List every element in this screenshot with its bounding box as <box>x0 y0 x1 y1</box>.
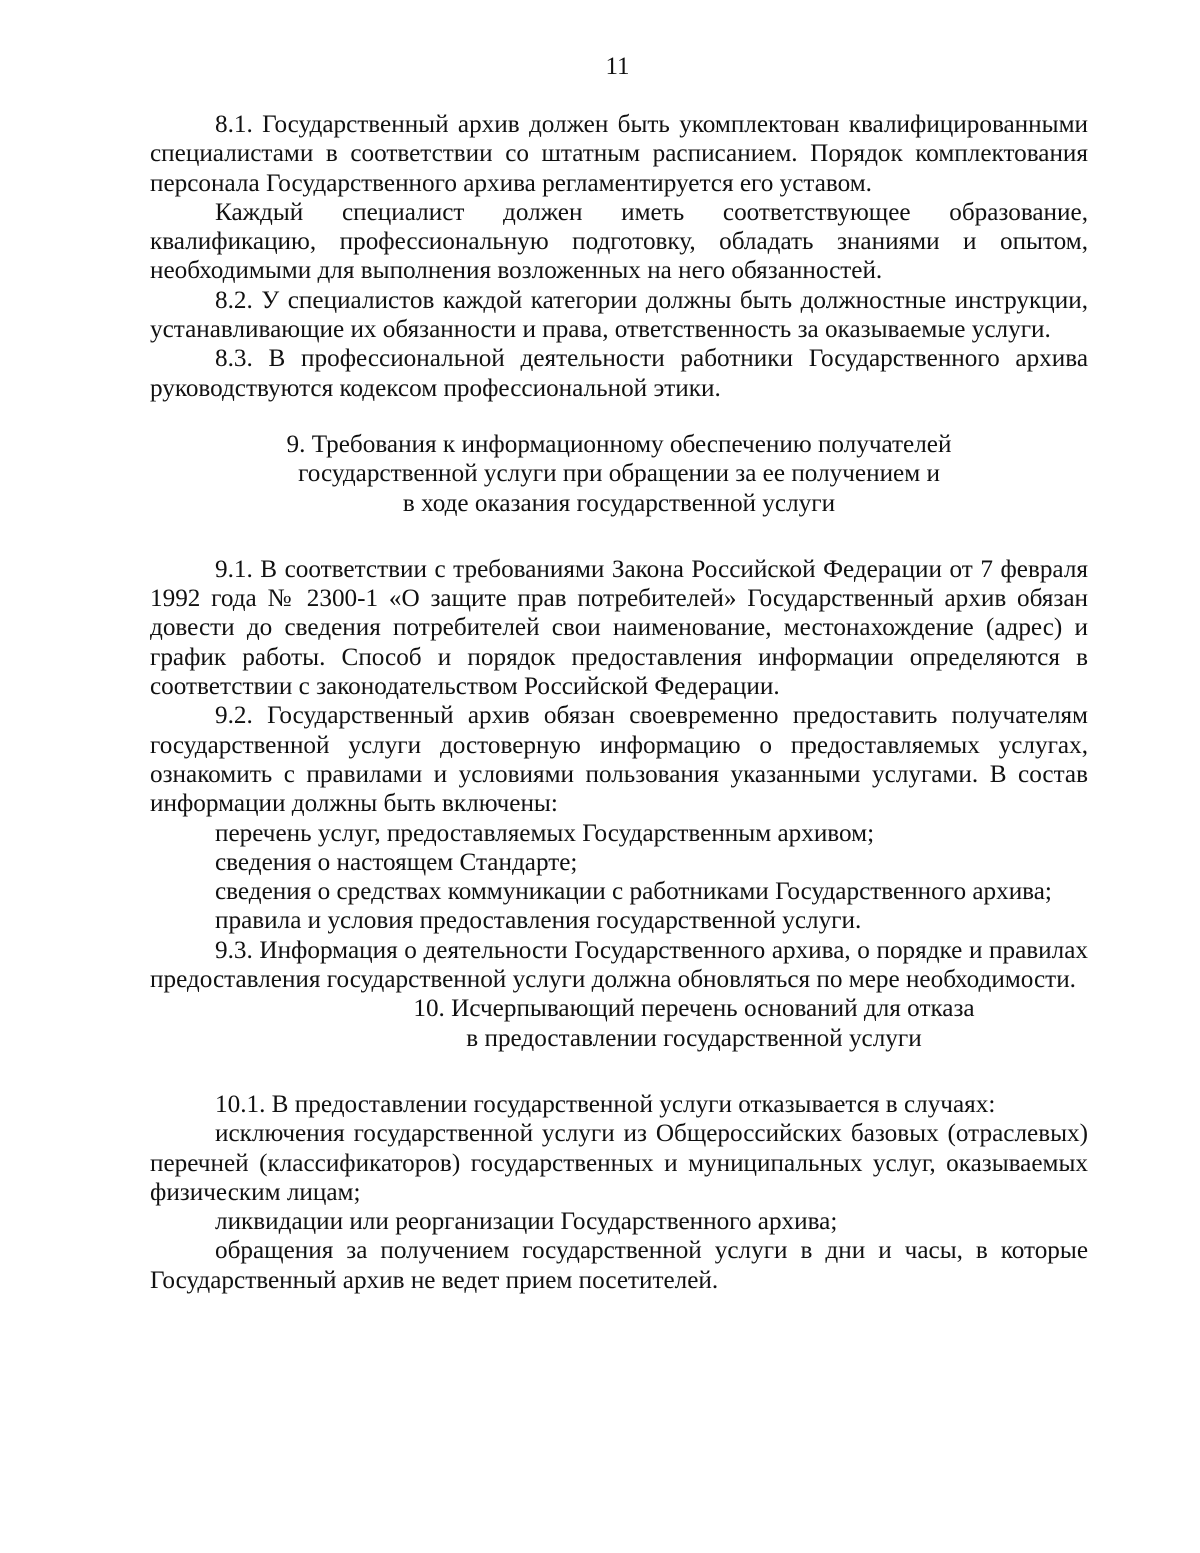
paragraph-9-1: 9.1. В соответствии с требованиями Закона Российской Федерации от 7 февраля 1992 года № 2300-1 «О защите прав потребителей» Государственный архив обязан довести до сведения потребителей свои наименование, местонахождение (адрес) и график работы. Способ и порядок предоставления информации определяются в соответствии с законодательством Российской Федерации. <box>150 555 1088 701</box>
section-9-heading-line: в ходе оказания государственной услуги <box>402 489 836 517</box>
list-item: сведения о настоящем Стандарте; <box>215 848 578 876</box>
page-number: 11 <box>605 53 630 80</box>
section-9-heading-line: государственной услуги при обращении за ее получением и <box>298 460 940 488</box>
section-9-heading <box>150 430 1088 518</box>
paragraph-9-3: 9.3. Информация о деятельности Государственного архива, о порядке и правилах предоставления государственной услуги должна обновляться по мере необходимости. <box>150 936 1088 994</box>
paragraph-10-1: 10.1. В предоставлении государственной услуги отказывается в случаях: <box>215 1090 996 1118</box>
section-10-heading-line: в предоставлении государственной услуги <box>466 1024 922 1052</box>
paragraph-8-2: 8.2. У специалистов каждой категории должны быть должностные инструкции, устанавливающие их обязанности и права, ответственность за оказываемые услуги. <box>150 286 1088 344</box>
paragraph-9-2: 9.2. Государственный архив обязан своевременно предоставить получателям государственной услуги достоверную информацию о предоставляемых услугах, ознакомить с правилами и условиями пользования указанными услугами. В состав информации должны быть включены: <box>150 702 1088 818</box>
section-10-heading-line: 10. Исчерпывающий перечень оснований для отказа <box>413 995 975 1023</box>
paragraph-8-3: 8.3. В профессиональной деятельности работники Государственного архива руководствуются кодексом профессиональной этики. <box>150 345 1088 402</box>
refusal-case: исключения государственной услуги из Общероссийских базовых (отраслевых) перечней (классификаторов) государственных и муниципальных услуг, оказываемых физическим лицам; <box>150 1120 1088 1206</box>
document-body <box>150 110 1088 1295</box>
list-item: сведения о средствах коммуникации с работниками Государственного архива; <box>215 878 1052 906</box>
list-item: правила и условия предоставления государственной услуги. <box>215 907 862 935</box>
paragraph-8-1-qualification: Каждый специалист должен иметь соответствующее образование, квалификацию, профессиональную подготовку, обладать знаниями и опытом, необходимыми для выполнения возложенных на него обязанностей. <box>150 198 1088 285</box>
list-item: перечень услуг, предоставляемых Государственным архивом; <box>215 819 875 847</box>
paragraph-8-1: 8.1. Государственный архив должен быть укомплектован квалифицированными специалистами в соответствии со штатным расписанием. Порядок комплектования персонала Государственного архива регламентируется его уставом. <box>150 111 1088 197</box>
section-9-heading-line: 9. Требования к информационному обеспечению получателей <box>286 430 952 458</box>
refusal-case: ликвидации или реорганизации Государственного архива; <box>215 1208 838 1236</box>
section-10-heading <box>150 994 1088 1053</box>
refusal-case: обращения за получением государственной услуги в дни и часы, в которые Государственный архив не ведет прием посетителей. <box>150 1237 1088 1294</box>
